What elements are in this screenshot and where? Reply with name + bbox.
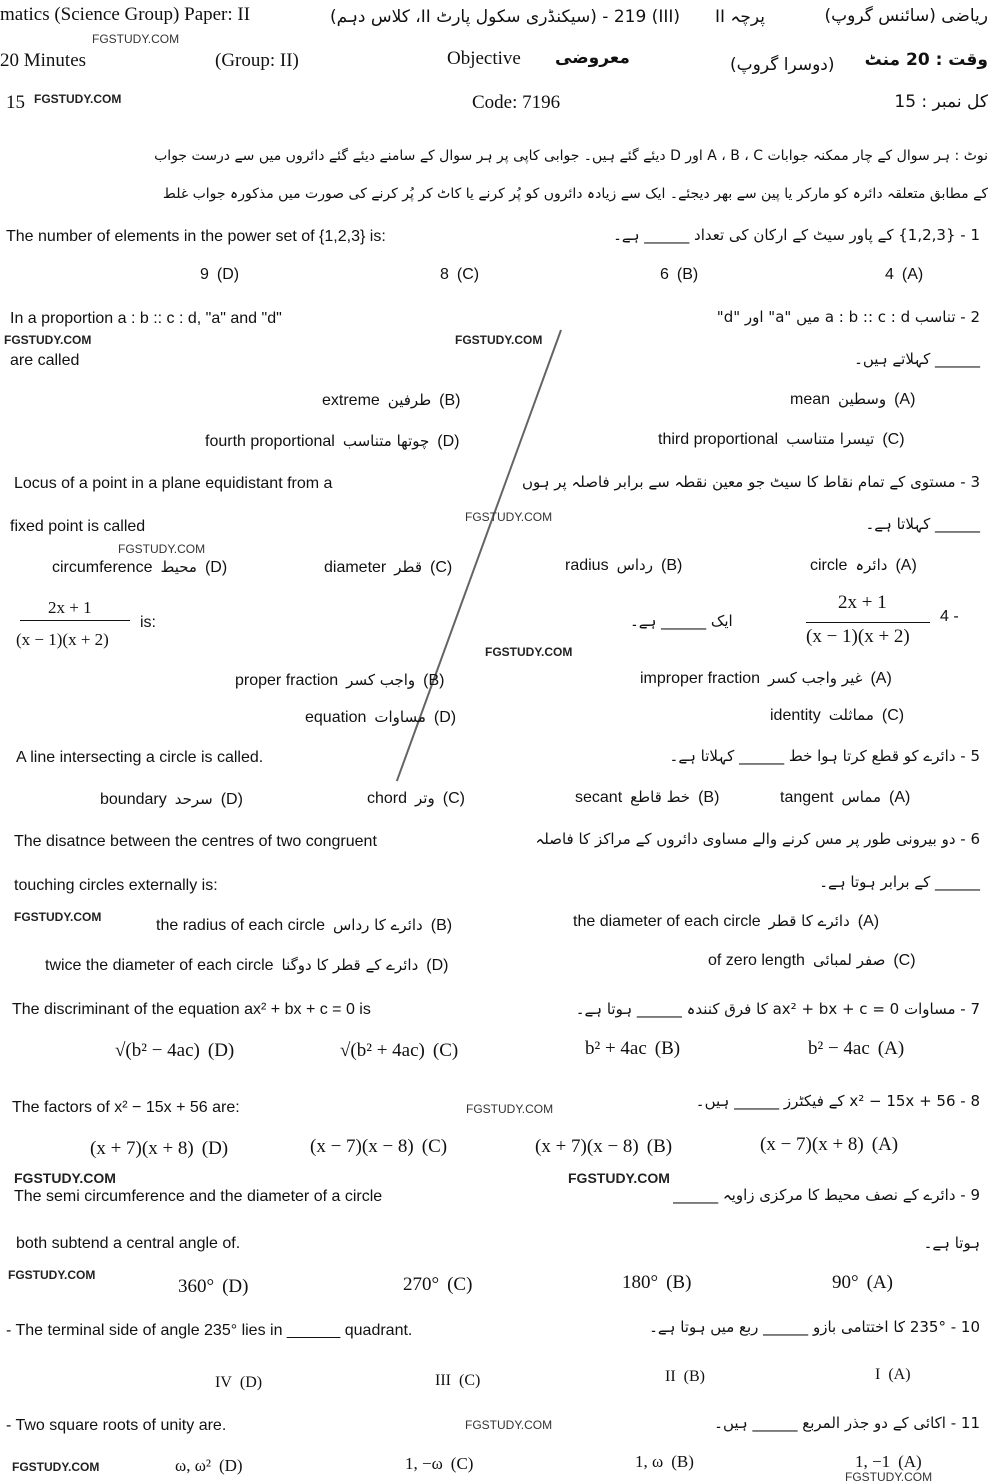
option-text: محیط (160, 558, 197, 576)
q5-option-a (780, 788, 910, 807)
q10-option-a (875, 1366, 911, 1384)
q11-option-b (635, 1452, 694, 1472)
q7-option-c (340, 1040, 458, 1062)
question-2-ur-1: 2 - تناسب a : b :: c : d میں "a" اور "d" (716, 308, 980, 326)
watermark: FGSTUDY.COM (4, 333, 92, 347)
option-text: (D) (220, 791, 243, 808)
question-9-ur-1: 9 - دائرے کے نصف محیط کا مرکزی زاویہ ______ (673, 1186, 980, 1204)
watermark: FGSTUDY.COM (465, 1418, 553, 1432)
q6-option-b (156, 916, 452, 935)
marks-ur: کل نمبر : 15 (894, 92, 988, 112)
option-text: 6 (660, 266, 669, 283)
paper-code: Code: 7196 (472, 92, 561, 113)
option-text: (C) (882, 431, 905, 448)
q4-option-b (235, 671, 444, 690)
q10-option-d (215, 1374, 262, 1392)
option-text: (A) (888, 1366, 911, 1383)
option-text: extreme (322, 392, 380, 409)
watermark: FGSTUDY.COM (568, 1170, 670, 1186)
watermark: FGSTUDY.COM (465, 510, 553, 524)
fraction-bar (20, 620, 130, 621)
option-text: (A) (894, 391, 916, 408)
question-5-ur: 5 - دائرے کو قطع کرتا ہوا خط ______ کہلاتا ہے۔ (669, 747, 980, 765)
option-text: (C) (432, 1040, 459, 1061)
question-5-en: A line intersecting a circle is called. (16, 749, 264, 766)
option-text: خط قاطع (630, 788, 691, 806)
option-text: diameter (324, 559, 387, 576)
option-text: the radius of each circle (156, 917, 325, 934)
q10-option-c (435, 1372, 480, 1390)
option-text: (C) (450, 1454, 474, 1473)
watermark: FGSTUDY.COM (8, 1268, 96, 1282)
watermark: FGSTUDY.COM (14, 1170, 116, 1186)
q11-option-c (405, 1454, 473, 1474)
option-text: 270° (403, 1274, 440, 1295)
option-text: √(b² − 4ac) (115, 1040, 200, 1061)
q1-option-a (885, 266, 923, 284)
option-text: 1, −ω (405, 1454, 443, 1473)
q9-option-b (622, 1272, 691, 1294)
option-text: (B) (660, 557, 683, 574)
option-text: 9 (200, 266, 209, 283)
option-text: chord (367, 790, 408, 807)
fraction-bar (806, 622, 930, 623)
option-text: (A) (866, 1272, 893, 1293)
q1-option-b (660, 266, 698, 284)
option-text: equation (305, 709, 367, 726)
q4-numerator-ur: 2x + 1 (838, 592, 887, 613)
watermark: FGSTUDY.COM (118, 542, 206, 556)
instructions-line-2: کے مطابق متعلقہ دائرہ کو مارکر یا پین سے بھر دیجئے۔ ایک سے زیادہ دائروں کو پُر کرنے یا کاٹ کر پُر کرنے کی صورت میں مذکورہ جواب غلط (162, 186, 988, 202)
option-text: (C) (430, 559, 453, 576)
question-2-en-1: In a proportion a : b :: c : d, "a" and "d" (10, 310, 282, 327)
option-text: واجب کسر (346, 671, 416, 689)
option-text: (B) (439, 392, 461, 409)
option-text: (C) (458, 1372, 481, 1389)
option-text: IV (215, 1374, 232, 1391)
q4-is: is: (140, 614, 156, 631)
q4-number: 4 - (940, 608, 959, 625)
watermark: FGSTUDY.COM (92, 32, 180, 46)
option-text: (D) (207, 1040, 235, 1061)
option-text: 8 (440, 266, 449, 283)
question-7-ur: 7 - مساوات ax² + bx + c = 0 کا فرق کنندہ ______ ہوتا ہے۔ (575, 1000, 980, 1018)
option-text: (C) (893, 952, 916, 969)
q7-option-d (115, 1040, 234, 1062)
question-6-ur-1: 6 - دو بیرونی طور پر مس کرنے والے مساوی دائروں کے مراکز کا فاصلہ (535, 830, 980, 848)
question-3-ur-2: ______ کہلاتا ہے۔ (865, 515, 980, 533)
question-2-ur-2: ______ کہلاتے ہیں۔ (854, 350, 980, 368)
watermark: FGSTUDY.COM (485, 645, 573, 659)
q4-ur-text: ایک ______ ہے۔ (630, 612, 733, 630)
q8-option-c (310, 1136, 447, 1158)
question-3-ur-1: 3 - مستوی کے تمام نقاط کا سیٹ جو معین نقطہ سے برابر فاصلہ پر ہوں (521, 473, 980, 491)
option-text: ω, ω² (175, 1456, 211, 1475)
option-text: (B) (666, 1272, 692, 1293)
option-text: (D) (201, 1138, 229, 1159)
watermark: FGSTUDY.COM (466, 1102, 554, 1116)
option-text: (B) (671, 1452, 694, 1471)
q11-option-d (175, 1456, 243, 1476)
option-text: circumference (52, 559, 153, 576)
marks-en: 15 (6, 92, 25, 113)
question-9-ur-2: ہوتا ہے۔ (923, 1234, 980, 1252)
option-text: circle (810, 557, 848, 574)
question-3-en-2: fixed point is called (10, 518, 146, 535)
option-text: رداس (616, 556, 653, 574)
option-text: (A) (877, 1038, 905, 1059)
watermark: FGSTUDY.COM (455, 333, 543, 347)
option-text: b² + 4ac (585, 1038, 647, 1059)
q5-option-c (367, 789, 465, 808)
option-text: I (875, 1366, 881, 1383)
q4-option-a (640, 669, 892, 688)
q8-option-d (90, 1138, 228, 1160)
option-text: 1, ω (635, 1452, 664, 1471)
option-text: (D) (218, 1456, 243, 1475)
question-7-en: The discriminant of the equation ax² + bx + c = 0 is (12, 1001, 371, 1018)
watermark: FGSTUDY.COM (12, 1460, 100, 1474)
option-text: 1, −1 (855, 1452, 891, 1471)
subject-ur: ریاضی (سائنس گروپ) (824, 6, 988, 26)
time-ur: وقت : 20 منٹ (864, 50, 988, 70)
question-1-en: The number of elements in the power set of {1,2,3} is: (6, 228, 386, 245)
q2-option-b (322, 391, 460, 410)
option-text: proper fraction (235, 672, 339, 689)
option-text: (D) (437, 433, 460, 450)
option-text: (C) (456, 266, 480, 283)
option-text: مساوات (374, 708, 426, 726)
option-text: غیر واجب کسر (768, 669, 863, 687)
option-text: (A) (898, 1452, 922, 1471)
question-11-en: - Two square roots of unity are. (6, 1417, 227, 1434)
option-text: 180° (622, 1272, 659, 1293)
q8-option-b (535, 1136, 672, 1158)
question-9-en-2: both subtend a central angle of. (16, 1235, 241, 1252)
option-text: radius (565, 557, 609, 574)
q1-option-d (200, 266, 239, 284)
option-text: II (665, 1368, 676, 1385)
q9-option-c (403, 1274, 472, 1296)
option-text: secant (575, 789, 623, 806)
option-text: قطر (394, 558, 423, 576)
q3-option-b (565, 556, 682, 575)
option-text: b² − 4ac (808, 1038, 870, 1059)
option-text: (A) (895, 557, 917, 574)
option-text: (B) (676, 266, 699, 283)
option-text: (D) (216, 266, 240, 283)
option-text: 90° (832, 1272, 859, 1293)
q3-option-c (324, 558, 452, 577)
paper-ur: (III) 219 - (سیکنڈری سکول پارٹ II، کلاس دہم) (330, 7, 680, 27)
option-text: the diameter of each circle (573, 913, 761, 930)
watermark: FGSTUDY.COM (34, 92, 122, 106)
option-text: (x − 7)(x − 8) (310, 1136, 414, 1157)
question-10-en: - The terminal side of angle 235° lies in ______ quadrant. (6, 1322, 413, 1339)
q7-option-b (585, 1038, 680, 1060)
question-6-en-2: touching circles externally is: (14, 877, 218, 894)
option-text: (C) (447, 1274, 473, 1295)
option-text: mean (790, 391, 831, 408)
q4-option-d (305, 708, 456, 727)
option-text: دائرے کا رداس (332, 916, 423, 934)
option-text: وسطین (838, 390, 887, 408)
option-text: صفر لمبائی (812, 951, 886, 969)
time-en: 20 Minutes (0, 50, 87, 71)
option-text: (x − 7)(x + 8) (760, 1134, 864, 1155)
option-text: twice the diameter of each circle (45, 957, 274, 974)
option-text: (x + 7)(x + 8) (90, 1138, 194, 1159)
option-text: 360° (178, 1276, 215, 1297)
q6-option-d (45, 956, 448, 975)
option-text: (x + 7)(x − 8) (535, 1136, 639, 1157)
option-text: boundary (100, 791, 167, 808)
q2-option-c (658, 430, 905, 449)
question-3-en-1: Locus of a point in a plane equidistant from a (14, 475, 333, 492)
q2-option-a (790, 390, 915, 409)
option-text: (D) (426, 957, 449, 974)
q5-option-b (575, 788, 719, 807)
instructions-line-1: نوٹ : ہر سوال کے چار ممکنہ جوابات A ، B ، C اور D دیئے گئے ہیں۔ جوابی کاپی پر ہر سوال کے سامنے دیئے گئے دائروں میں سے درست جواب (154, 148, 988, 164)
option-text: (B) (698, 789, 720, 806)
question-8-ur: 8 - x² − 15x + 56 کے فیکٹرز ______ ہیں۔ (695, 1092, 980, 1110)
q4-denominator-en: (x − 1)(x + 2) (16, 630, 109, 649)
option-text: 4 (885, 266, 894, 283)
option-text: (C) (421, 1136, 448, 1157)
option-text: چوتھا متناسب (342, 432, 430, 450)
paper-no-ur: پرچہ II (715, 7, 766, 27)
objective-ur: معروضی (555, 48, 630, 68)
option-text: √(b² + 4ac) (340, 1040, 425, 1061)
option-text: third proportional (658, 431, 779, 448)
option-text: (B) (423, 672, 445, 689)
q3-option-d (52, 558, 227, 577)
q6-option-a (573, 912, 879, 931)
option-text: (D) (222, 1276, 249, 1297)
option-text: (A) (870, 670, 892, 687)
option-text: (D) (239, 1374, 263, 1391)
option-text: (D) (433, 709, 457, 726)
option-text: fourth proportional (205, 433, 335, 450)
option-text: تیسرا متناسب (786, 430, 875, 448)
question-2-en-2: are called (10, 352, 80, 369)
q7-option-a (808, 1038, 904, 1060)
option-text: دائرہ (855, 556, 888, 574)
option-text: وتر (415, 789, 435, 807)
question-1-ur: 1 - {1,2,3} کے پاور سیٹ کے ارکان کی تعداد ______ ہے۔ (613, 226, 980, 244)
option-text: (B) (654, 1038, 681, 1059)
q1-option-c (440, 266, 479, 284)
q4-numerator-en: 2x + 1 (48, 598, 92, 617)
option-text: (A) (871, 1134, 899, 1155)
group-ur: (دوسرا گروپ) (730, 55, 835, 75)
option-text: (A) (857, 913, 880, 930)
question-11-ur: 11 - اکائی کے دو جذر المربع ______ ہیں۔ (714, 1414, 980, 1432)
option-text: دائرے کے قطر کا دوگنا (281, 956, 419, 974)
option-text: III (435, 1372, 451, 1389)
option-text: (B) (430, 917, 453, 934)
q2-option-d (205, 432, 459, 451)
option-text: (B) (646, 1136, 673, 1157)
option-text: (A) (901, 266, 924, 283)
q11-option-a (855, 1452, 922, 1472)
q9-option-a (832, 1272, 893, 1294)
option-text: مماس (841, 788, 881, 806)
q3-option-a (810, 556, 917, 575)
option-text: (C) (442, 790, 465, 807)
q6-option-c (708, 951, 916, 970)
watermark: FGSTUDY.COM (845, 1470, 933, 1484)
option-text: (B) (683, 1368, 705, 1385)
q10-option-b (665, 1368, 705, 1386)
option-text: tangent (780, 789, 834, 806)
question-6-en-1: The disatnce between the centres of two congruent (14, 833, 377, 850)
q8-option-a (760, 1134, 898, 1156)
option-text: دائرے کا قطر (768, 912, 850, 930)
option-text: identity (770, 707, 821, 724)
objective-en: Objective (447, 48, 521, 69)
q5-option-d (100, 790, 243, 809)
option-text: سرحد (174, 790, 213, 808)
group-en: (Group: II) (215, 50, 299, 71)
question-8-en: The factors of x² − 15x + 56 are: (12, 1099, 240, 1116)
option-text: مماثلت (828, 706, 874, 724)
watermark: FGSTUDY.COM (14, 910, 102, 924)
option-text: (D) (204, 559, 228, 576)
subject-en: matics (Science Group) Paper: II (0, 4, 251, 25)
option-text: (C) (881, 707, 905, 724)
option-text: طرفین (387, 391, 432, 409)
question-6-ur-2: ______ کے برابر ہوتا ہے۔ (819, 873, 980, 891)
question-9-en-1: The semi circumference and the diameter of a circle (14, 1188, 383, 1205)
question-10-ur: 10 - 235° کا اختتامی بازو ______ ربع میں ہوتا ہے۔ (649, 1318, 980, 1336)
option-text: (A) (888, 789, 911, 806)
q4-denominator-ur: (x − 1)(x + 2) (806, 626, 910, 647)
option-text: improper fraction (640, 670, 761, 687)
option-text: of zero length (708, 952, 805, 969)
q9-option-d (178, 1276, 249, 1298)
q4-option-c (770, 706, 904, 725)
